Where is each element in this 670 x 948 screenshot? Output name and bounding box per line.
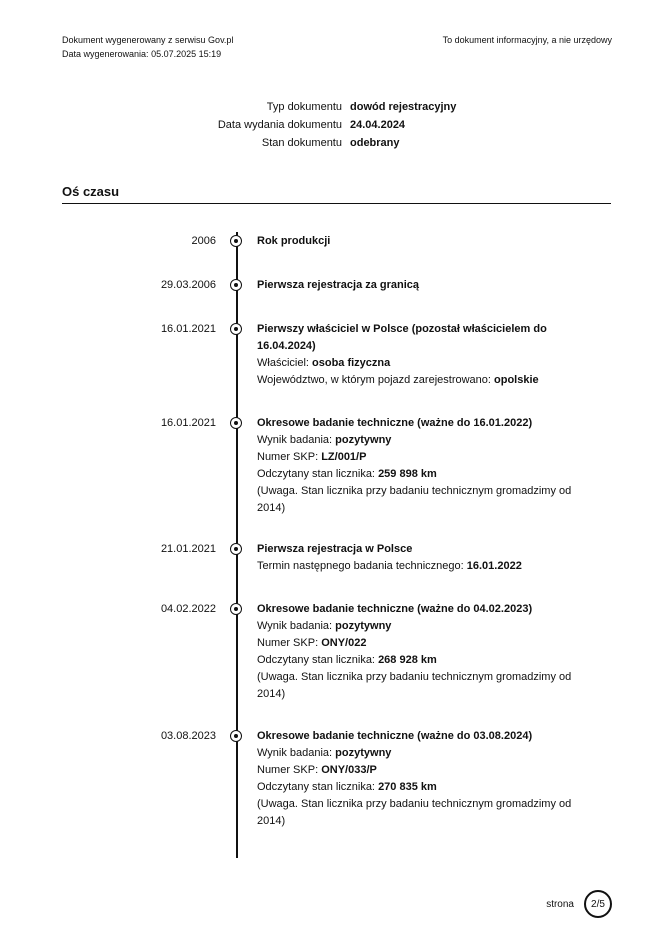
generated-line xyxy=(62,47,233,61)
voivodeship-label: Województwo, w którym pojazd zarejestrowano: xyxy=(257,374,491,386)
odometer-value: 268 928 km xyxy=(378,654,437,666)
event-title: Okresowe badanie techniczne (ważne do 03.08.2024) xyxy=(257,730,533,742)
event-title: Okresowe badanie techniczne (ważne do 04.02.2023) xyxy=(257,603,533,615)
doc-status-row xyxy=(0,134,670,152)
odometer-label: Odczytany stan licznika: xyxy=(257,654,375,666)
page-footer xyxy=(546,890,612,918)
event-body xyxy=(257,321,587,389)
section-divider xyxy=(62,203,611,204)
odometer-value: 270 835 km xyxy=(378,781,437,793)
event-body xyxy=(257,233,587,250)
event-date: 29.03.2006 xyxy=(160,279,216,291)
odometer-value: 259 898 km xyxy=(378,468,437,480)
event-date: 16.01.2021 xyxy=(160,323,216,335)
odometer-line xyxy=(257,466,587,483)
result-value: pozytywny xyxy=(335,747,392,759)
page-number: 2/5 xyxy=(584,890,612,918)
result-line xyxy=(257,432,587,449)
skp-label: Numer SKP: xyxy=(257,451,319,463)
timeline-dot-icon xyxy=(230,323,242,335)
next-inspection-value: 16.01.2022 xyxy=(466,560,522,572)
next-inspection-line xyxy=(257,558,587,575)
doc-date-value: 24.04.2024 xyxy=(350,119,406,131)
timeline-dot-icon xyxy=(230,235,242,247)
result-value: pozytywny xyxy=(335,434,392,446)
event-title: Pierwsza rejestracja w Polsce xyxy=(257,543,413,555)
event-date: 2006 xyxy=(191,235,216,247)
skp-value: ONY/033/P xyxy=(321,764,377,776)
odometer-note: (Uwaga. Stan licznika przy badaniu technicznym gromadzimy od 2014) xyxy=(257,798,572,827)
doc-status-label: Stan dokumentu xyxy=(261,137,342,149)
doc-date-label: Data wydania dokumentu xyxy=(217,119,342,131)
doc-type-label: Typ dokumentu xyxy=(266,101,342,113)
event-body xyxy=(257,541,587,575)
skp-line xyxy=(257,449,587,466)
skp-label: Numer SKP: xyxy=(257,764,319,776)
result-label: Wynik badania: xyxy=(257,747,333,759)
event-date: 16.01.2021 xyxy=(160,417,216,429)
doc-type-row xyxy=(0,98,670,116)
result-value: pozytywny xyxy=(335,620,392,632)
timeline-dot-icon xyxy=(230,730,242,742)
event-title: Pierwsza rejestracja za granicą xyxy=(257,279,420,291)
event-body xyxy=(257,728,587,830)
voivodeship-line xyxy=(257,372,587,389)
page-label: strona xyxy=(546,898,574,910)
timeline-dot-icon xyxy=(230,603,242,615)
next-inspection-label: Termin następnego badania technicznego: xyxy=(257,560,464,572)
event-date: 03.08.2023 xyxy=(160,730,216,742)
result-line xyxy=(257,618,587,635)
section-title: Oś czasu xyxy=(62,184,120,199)
odometer-line xyxy=(257,779,587,796)
owner-value: osoba fizyczna xyxy=(312,357,391,369)
skp-label: Numer SKP: xyxy=(257,637,319,649)
event-body xyxy=(257,277,587,294)
owner-label: Właściciel: xyxy=(257,357,309,369)
result-line xyxy=(257,745,587,762)
event-body xyxy=(257,601,587,703)
event-title: Okresowe badanie techniczne (ważne do 16.01.2022) xyxy=(257,417,533,429)
odometer-note: (Uwaga. Stan licznika przy badaniu technicznym gromadzimy od 2014) xyxy=(257,485,572,514)
owner-line xyxy=(257,355,587,372)
event-date: 21.01.2021 xyxy=(160,543,216,555)
doc-type-value: dowód rejestracyjny xyxy=(350,101,457,113)
doc-status-value: odebrany xyxy=(350,137,400,149)
result-label: Wynik badania: xyxy=(257,620,333,632)
voivodeship-value: opolskie xyxy=(494,374,539,386)
event-title: Pierwszy właściciel w Polsce (pozostał właścicielem do 16.04.2024) xyxy=(257,323,547,352)
doc-date-row xyxy=(0,116,670,134)
odometer-note: (Uwaga. Stan licznika przy badaniu technicznym gromadzimy od 2014) xyxy=(257,671,572,700)
generated-label: Data wygenerowania: xyxy=(62,49,149,59)
odometer-line xyxy=(257,652,587,669)
document-info xyxy=(0,98,670,152)
skp-line xyxy=(257,635,587,652)
skp-value: LZ/001/P xyxy=(321,451,367,463)
odometer-label: Odczytany stan licznika: xyxy=(257,468,375,480)
timeline-dot-icon xyxy=(230,279,242,291)
event-body xyxy=(257,415,587,517)
event-title: Rok produkcji xyxy=(257,235,331,247)
generated-value: 05.07.2025 15:19 xyxy=(151,49,222,59)
source-text: Dokument wygenerowany z serwisu Gov.pl xyxy=(62,35,234,45)
skp-value: ONY/022 xyxy=(321,637,367,649)
header-left xyxy=(62,33,233,61)
timeline-dot-icon xyxy=(230,417,242,429)
timeline-dot-icon xyxy=(230,543,242,555)
odometer-label: Odczytany stan licznika: xyxy=(257,781,375,793)
notice-text: To dokument informacyjny, a nie urzędowy xyxy=(442,35,612,45)
result-label: Wynik badania: xyxy=(257,434,333,446)
skp-line xyxy=(257,762,587,779)
event-date: 04.02.2022 xyxy=(160,603,216,615)
